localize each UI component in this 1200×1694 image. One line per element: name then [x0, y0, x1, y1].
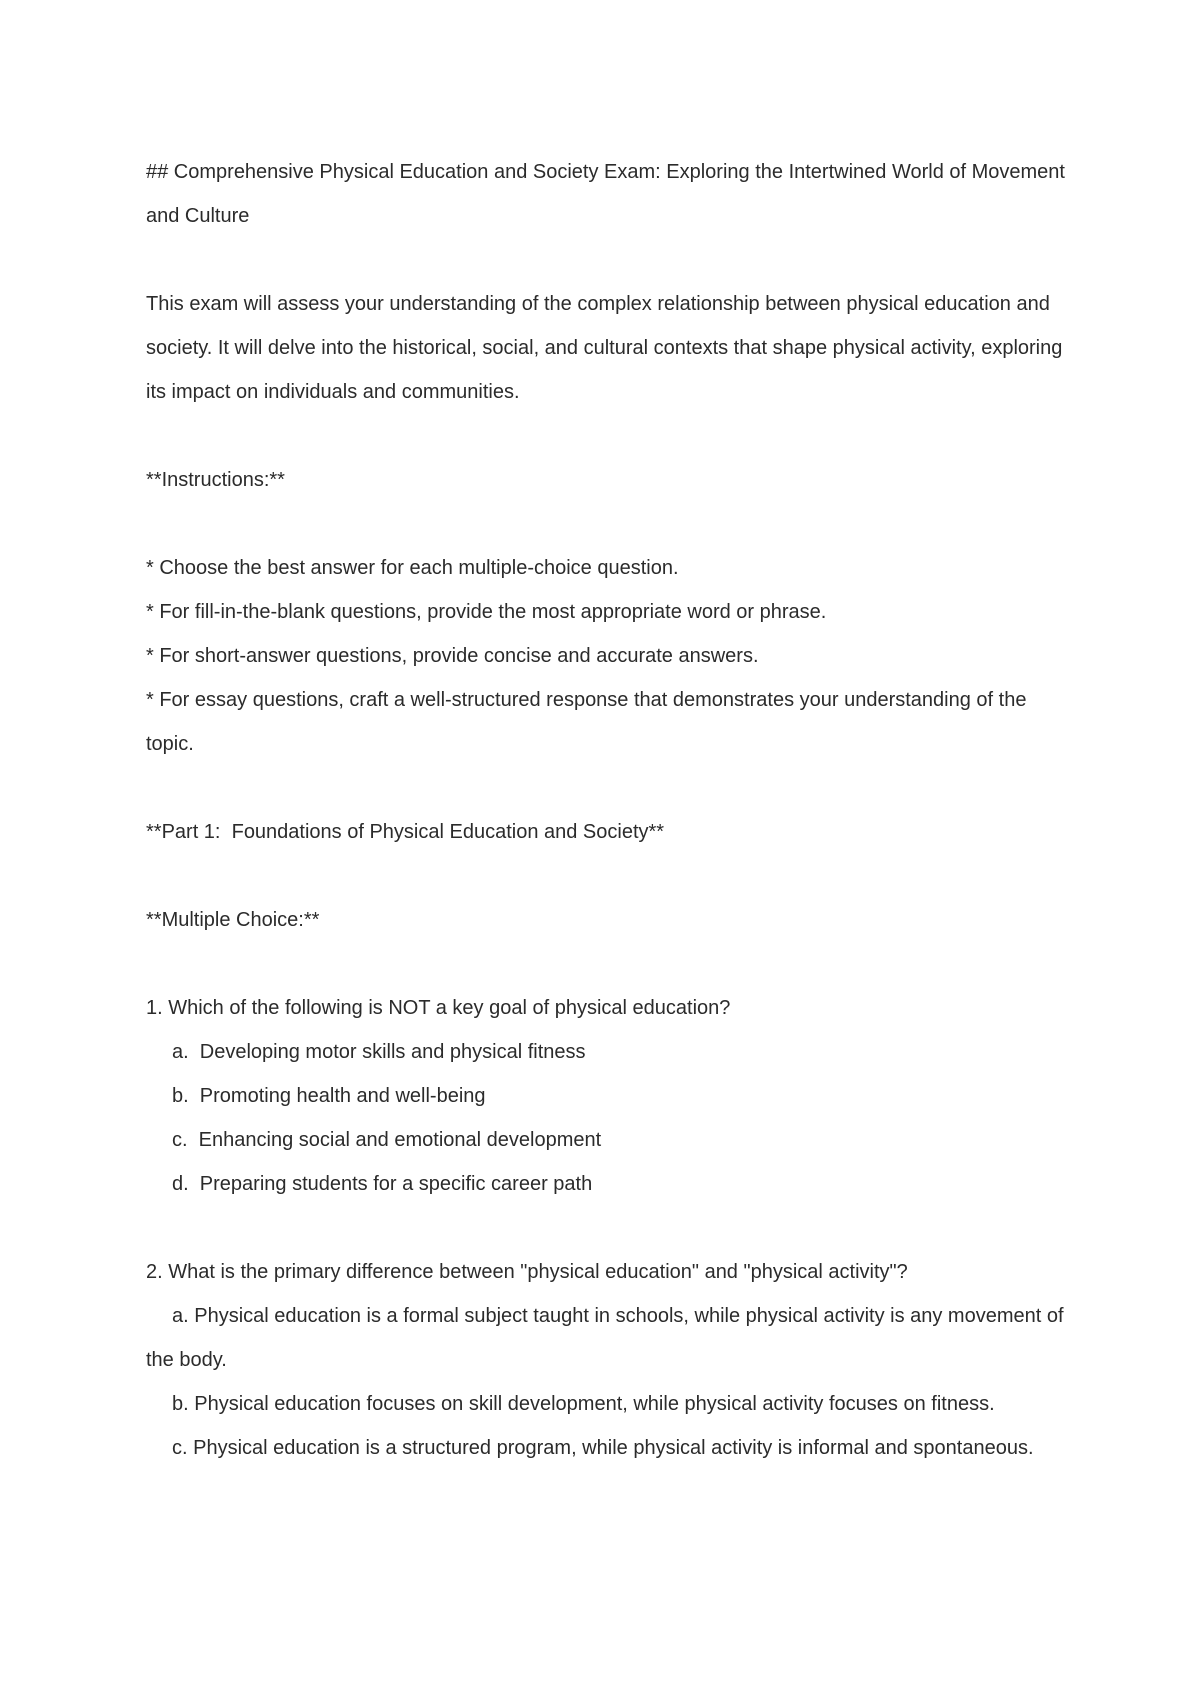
answer-option: a. Developing motor skills and physical fitness [172, 1041, 586, 1063]
spacer [146, 238, 1066, 282]
answer-option: c. Enhancing social and emotional development [172, 1129, 602, 1151]
spacer [146, 942, 1066, 986]
spacer [146, 854, 1066, 898]
spacer [146, 414, 1066, 458]
answer-option: a. Physical education is a formal subject taught in schools, while physical activity is any movement of the body. [146, 1305, 1070, 1371]
answer-option: b. Promoting health and well-being [172, 1085, 486, 1107]
question-prompt: 2. What is the primary difference between "physical education" and "physical activity"? [146, 1261, 908, 1283]
instructions-heading: **Instructions:** [146, 469, 285, 491]
answer-option: d. Preparing students for a specific career path [172, 1173, 593, 1195]
spacer [146, 1206, 1066, 1250]
instruction-item: * Choose the best answer for each multiple-choice question. [146, 557, 679, 579]
intro-paragraph: This exam will assess your understanding of the complex relationship between physical education and society. It will delve into the historical, social, and cultural contexts that shape physical activity, exploring its impact on individuals and communities. [146, 293, 1068, 403]
question-2 [146, 1250, 1070, 1470]
answer-option: b. Physical education focuses on skill development, while physical activity focuses on fitness. [172, 1393, 995, 1415]
spacer [146, 502, 1066, 546]
question-prompt: 1. Which of the following is NOT a key goal of physical education? [146, 997, 731, 1019]
instruction-item: * For short-answer questions, provide concise and accurate answers. [146, 645, 759, 667]
document-body [146, 150, 1071, 1470]
instruction-item: * For fill-in-the-blank questions, provide the most appropriate word or phrase. [146, 601, 827, 623]
part1-heading: **Part 1: Foundations of Physical Education and Society** [146, 821, 665, 843]
multiple-choice-heading: **Multiple Choice:** [146, 909, 320, 931]
question-1 [146, 986, 1066, 1206]
spacer [146, 766, 1066, 810]
answer-option: c. Physical education is a structured program, while physical activity is informal and spontaneous. [172, 1437, 1034, 1459]
document-title: ## Comprehensive Physical Education and Society Exam: Exploring the Intertwined World of Movement and Culture [146, 161, 1071, 227]
instruction-item: * For essay questions, craft a well-structured response that demonstrates your understanding of the topic. [146, 689, 1033, 755]
